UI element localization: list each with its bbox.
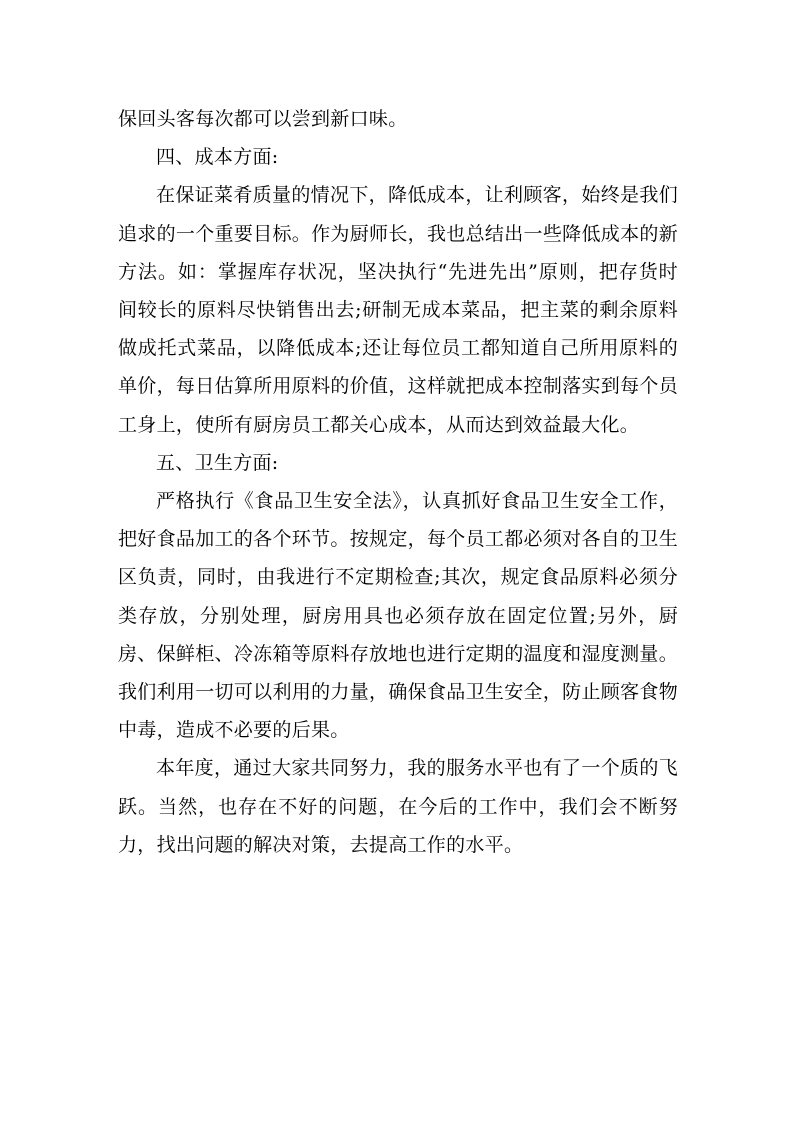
section-heading-cost: 四、成本方面: — [156, 146, 279, 169]
paragraph-hygiene: 严格执行《食品卫生安全法》，认真抓好食品卫生安全工作，把好食品加工的各个环节。按规定，每个员工都必须对各自的卫生区负责，同时，由我进行不定期检查;其次，规定食品原料必须分类存放，分别处理，厨房用具也必须存放在固定位置;另外，厨房、保鲜柜、冷冻箱等原料存放地也进行定期的温度和湿度测量。我们利用一切可以利用的力量，确保食品卫生安全，防止顾客食物中毒，造成不必要的后果。 — [118, 490, 678, 742]
paragraph-continuation: 保回头客每次都可以尝到新口味。 — [118, 108, 408, 130]
section-heading-hygiene: 五、卫生方面: — [156, 451, 279, 474]
paragraph-conclusion: 本年度，通过大家共同努力，我的服务水平也有了一个质的飞跃。当然，也存在不好的问题，在今后的工作中，我们会不断努力，找出问题的解决对策，去提高工作的水平。 — [118, 757, 678, 856]
paragraph-cost: 在保证菜肴质量的情况下，降低成本，让利顾客，始终是我们追求的一个重要目标。作为厨师长，我也总结出一些降低成本的新方法。如：掌握库存状况，坚决执行“先进先出”原则，把存货时间较长的原料尽快销售出去;研制无成本菜品，把主菜的剩余原料做成托式菜品，以降低成本;还让每位员工都知道自己所用原料的单价，每日估算所用原料的价值，这样就把成本控制落实到每个员工身上，使所有厨房员工都关心成本，从而达到效益最大化。 — [118, 184, 678, 436]
document-body — [118, 100, 678, 864]
